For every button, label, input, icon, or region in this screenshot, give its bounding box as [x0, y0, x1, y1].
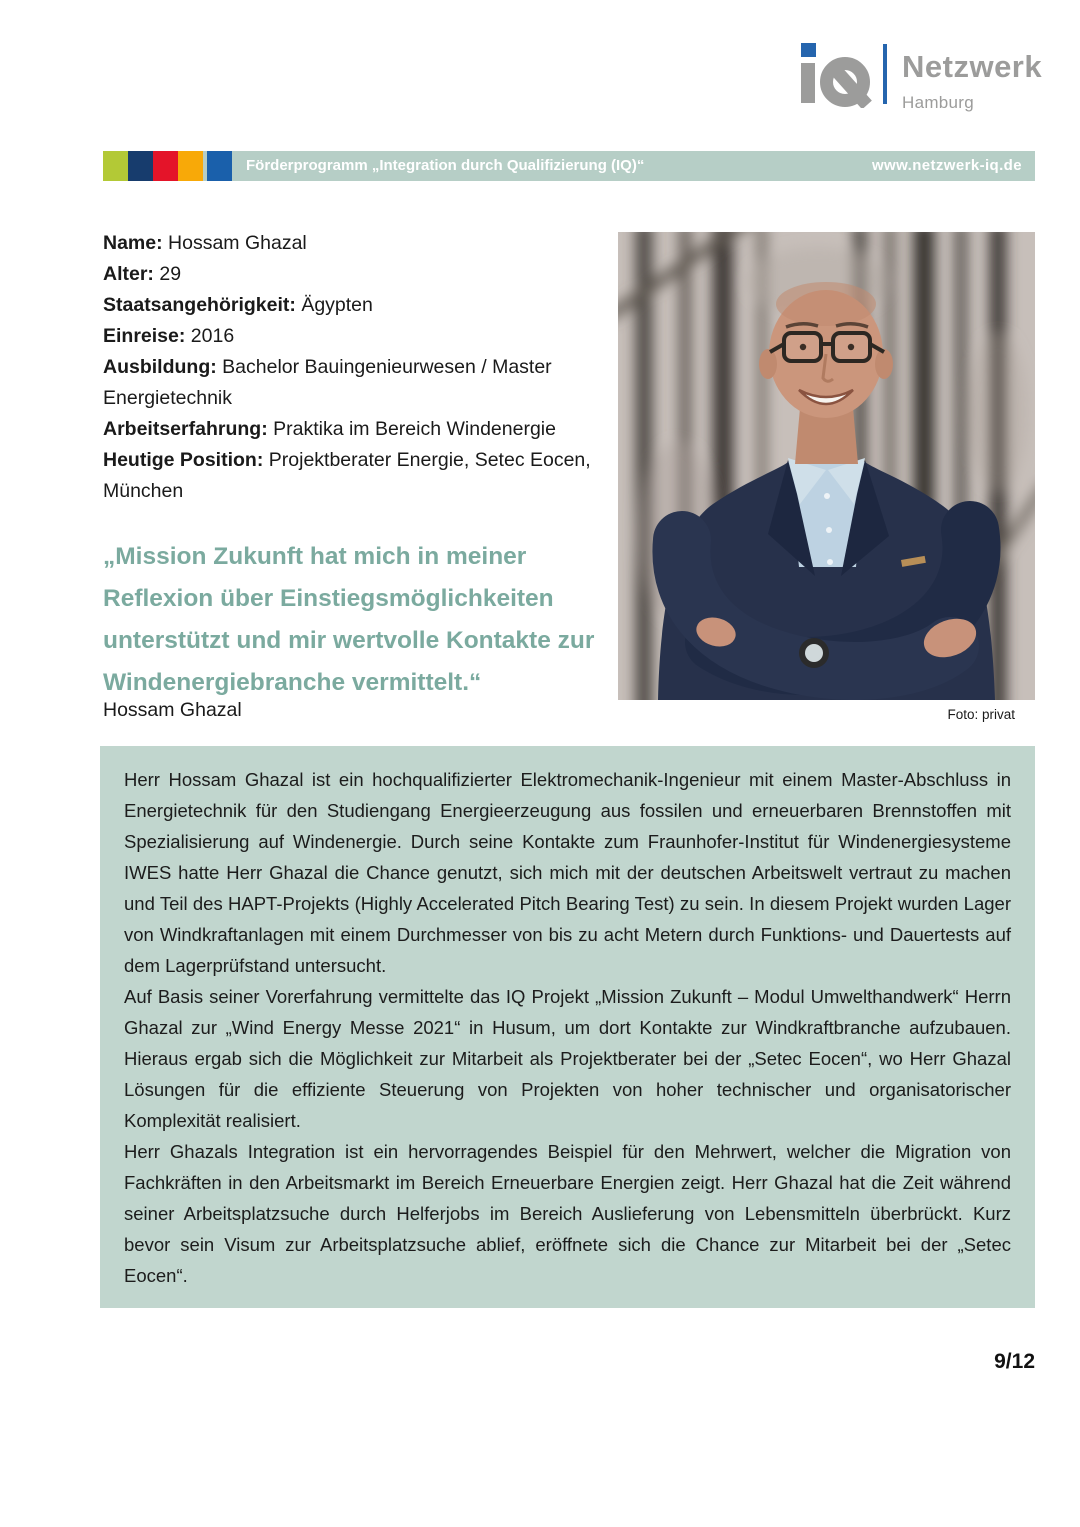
profile-field-arbeitserfahrung [103, 414, 611, 445]
profile-facts [103, 228, 611, 507]
profile-field-staatsangehoerigkeit [103, 290, 611, 321]
color-square-red [153, 151, 178, 181]
website-url: www.netzwerk-iq.de [871, 157, 1022, 174]
field-label: Heutige Position: [103, 449, 264, 471]
profile-field-heutige-position [103, 445, 611, 507]
biography-paragraph-3: Herr Ghazals Integration ist ein hervorragendes Beispiel für den Mehrwert, welcher die Migration von Fachkräften in den Arbeitsmarkt im Bereich Erneuerbare Energien zeigt. Herr Ghazal hat die Zeit während seiner Arbeitsplatzsuche durch Helferjobs im Bereich Auslieferung von Lebensmitteln überbrückt. Kurz bevor sein Visum zur Arbeitsplatzsuche ablief, eröffnete sich die Chance zur Mitarbeit bei der „Setec Eocen“. [124, 1141, 1011, 1286]
field-label: Einreise: [103, 325, 186, 347]
field-label: Name: [103, 232, 163, 254]
color-square-navy [128, 151, 153, 181]
biography-paragraph-1: Herr Hossam Ghazal ist ein hochqualifizierter Elektromechanik-Ingenieur mit einem Master-Abschluss in Energietechnik für den Studiengang Energieerzeugung aus fossilen und erneuerbaren Brennstoffen mit Spezialisierung auf Windenergie. Durch seine Kontakte zum Fraunhofer-Institut für Windenergiesysteme IWES hatte Herr Ghazal die Chance genutzt, sich mich mit der deutschen Arbeitswelt vertraut zu machen und Teil des HAPT-Projekts (Highly Accelerated Pitch Bearing Test) zu sein. In diesem Projekt wurden Lager von Windkraftanlagen mit einem Durchmesser von bis zu acht Metern durch Funktions- und Dauertests auf dem Lagerprüfstand untersucht. [124, 769, 1011, 976]
field-value: Hossam Ghazal [168, 232, 307, 254]
photo-credit: Foto: privat [947, 707, 1015, 722]
color-square-orange [178, 151, 203, 181]
field-label: Arbeitserfahrung: [103, 418, 268, 440]
field-label: Alter: [103, 263, 154, 285]
color-square-green [103, 151, 128, 181]
logo-city-label: Hamburg [902, 93, 975, 112]
field-value: Projektberater Energie, Setec Eocen, München [103, 449, 591, 502]
portrait-photo [618, 232, 1035, 700]
program-title: Förderprogramm „Integration durch Qualifizierung (IQ)“ [246, 157, 645, 174]
iq-netzwerk-logo [795, 42, 1042, 111]
field-value: Praktika im Bereich Windenergie [273, 418, 556, 440]
field-value: Bachelor Bauingenieurwesen / Master Energietechnik [103, 356, 552, 409]
biography-paragraph-2: Auf Basis seiner Vorerfahrung vermittelte das IQ Projekt „Mission Zukunft – Modul Umwelthandwerk“ Herrn Ghazal zur „Wind Energy Messe 2021“ in Husum, um dort Kontakte zur Windkraftbranche aufzubauen. Hieraus ergab sich die Möglichkeit zur Mitarbeit als Projektberater bei der „Setec Eocen“, wo Herr Ghazal Lösungen für die effiziente Steuerung von Projekten von hoher technischer und organisatorischer Komplexität realisiert. [124, 986, 1011, 1131]
header-band [103, 151, 1035, 181]
quote-attribution: Hossam Ghazal [103, 699, 242, 721]
pull-quote: „Mission Zukunft hat mich in meiner Reflexion über Einstiegsmöglichkeiten unterstützt und mir wertvolle Kontakte zur Windenergiebranche vermittelt.“ [103, 543, 595, 696]
page-number: 9/12 [994, 1350, 1035, 1373]
iq-logo-icon [795, 42, 891, 108]
logo-wordmark [902, 42, 1042, 111]
field-label: Ausbildung: [103, 356, 217, 378]
field-value: 2016 [190, 325, 235, 347]
profile-field-alter [103, 259, 611, 290]
profile-field-name [103, 228, 611, 259]
field-value: Ägypten [301, 294, 373, 316]
profile-field-ausbildung [103, 352, 611, 414]
profile-field-einreise [103, 321, 611, 352]
field-value: 29 [159, 263, 182, 285]
biography-text-box [100, 746, 1035, 1308]
portrait-photo-illustration [618, 232, 1035, 700]
color-square-blue [207, 151, 232, 181]
field-label: Staatsangehörigkeit: [103, 294, 296, 316]
program-color-squares [103, 151, 232, 181]
logo-network-label: Netzwerk [902, 49, 1043, 84]
